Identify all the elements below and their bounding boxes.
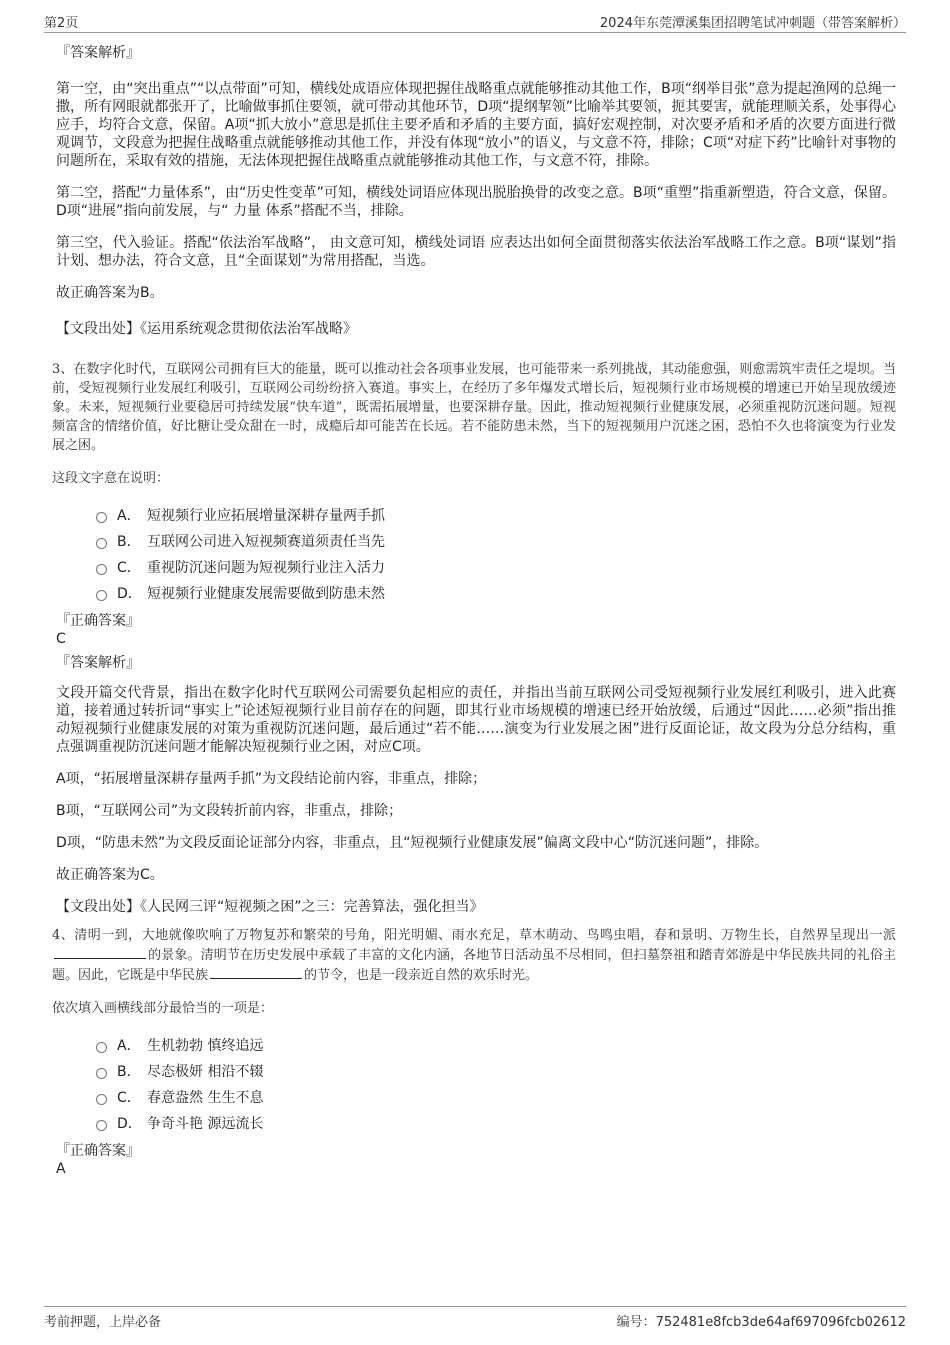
q2-analysis-p3: 第三空，代入验证。搭配“依法治军战略”， 由文意可知，横线处词语 应表达出如何全面贯彻落实依法治军战略工作之意。B项“谋划”指计划、想办法，符合文意，且“全面谋划”为常用搭配，当选。: [56, 235, 896, 269]
page-header: [44, 10, 906, 33]
q4-option-c[interactable]: C． 春意盎然 生生不息: [96, 1084, 896, 1110]
fill-blank-1: [54, 945, 146, 959]
radio-icon[interactable]: [96, 1094, 107, 1105]
q3-analysis-p4: D项，“防患未然”为文段反面论证部分内容，非重点，且“短视频行业健康发展”偏离文段中心“防沉迷问题”，排除。: [56, 835, 769, 851]
radio-icon[interactable]: [96, 590, 107, 601]
q3-stem: 3、在数字化时代，互联网公司拥有巨大的能量，既可以推动社会各项事业发展，也可能带来一系列挑战，其动能愈强，则愈需筑牢责任之堤坝。当前，受短视频行业发展红利吸引，互联网公司纷纷挤入赛道。事实上，在经历了多年爆发式增长后，短视频行业市场规模的增速已开始呈现放缓迹象。未来，短视频行业要稳居可持续发展“快车道”，既需拓展增量，也要深耕存量。因此，推动短视频行业健康发展，必须重视防沉迷问题。短视频富含的情绪价值，好比糖让受众甜在一时，成瘾后却可能苦在长远。若不能防患未然，当下的短视频用户沉迷之困，恐怕不久也将演变为行业发展之困。: [52, 362, 896, 453]
radio-icon[interactable]: [96, 564, 107, 575]
radio-icon[interactable]: [96, 538, 107, 549]
q3-conclusion: 故正确答案为C。: [56, 867, 164, 883]
document-body: [52, 44, 896, 1178]
fill-blank-2: [210, 965, 302, 979]
q3-question: 这段文字意在说明：: [52, 471, 170, 486]
q4-option-a[interactable]: A． 生机勃勃 慎终追远: [96, 1032, 896, 1058]
q3-option-c[interactable]: C． 重视防沉迷问题为短视频行业注入活力: [96, 554, 896, 580]
q4-option-d[interactable]: D． 争奇斗艳 源远流长: [96, 1110, 896, 1136]
q2-source: 【文段出处】《运用系统观念贯彻依法治军战略》: [56, 321, 357, 337]
document-title: 2024年东莞潭溪集团招聘笔试冲刺题（带答案解析）: [599, 16, 906, 31]
q4-answer: A: [56, 1161, 66, 1177]
radio-icon[interactable]: [96, 1068, 107, 1079]
document-id: 编号：752481e8fcb3de64af697096fcb02612: [616, 1315, 906, 1330]
radio-icon[interactable]: [96, 1042, 107, 1053]
radio-icon[interactable]: [96, 1120, 107, 1131]
q4-question: 依次填入画横线部分最恰当的一项是：: [52, 1001, 274, 1016]
q2-analysis-label: 『答案解析』: [56, 45, 140, 61]
q3-option-b[interactable]: B． 互联网公司进入短视频赛道须责任当先: [96, 528, 896, 554]
q3-answer: C: [56, 631, 66, 647]
radio-icon[interactable]: [96, 512, 107, 523]
q3-option-d[interactable]: D． 短视频行业健康发展需要做到防患未然: [96, 580, 896, 606]
q3-analysis-p1: 文段开篇交代背景，指出在数字化时代互联网公司需要负起相应的责任，并指出当前互联网公司受短视频行业发展红利吸引，进入此赛道，接着通过转折词“事实上”论述短视频行业目前存在的问题，即其行业市场规模的增速已经开始放缓，后通过“因此……必须”指出推动短视频行业健康发展的对策为重视防沉迷问题，最后通过“若不能……演变为行业发展之困”进行反面论证，故文段为分总分结构，重点强调重视防沉迷问题才能解决短视频行业之困，对应C项。: [56, 685, 896, 755]
q3-options: [96, 502, 896, 606]
q3-option-a[interactable]: A． 短视频行业应拓展增量深耕存量两手抓: [96, 502, 896, 528]
q3-analysis-label: 『答案解析』: [56, 655, 140, 671]
q4-stem: 4、清明一到，大地就像吹响了万物复苏和繁荣的号角，阳光明媚、雨水充足，草木萌动、鸟鸣虫唱，春和景明、万物生长，自然界呈现出一派的景象。清明节在历史发展中承载了丰富的文化内涵，各地节日活动虽不尽相同，但扫墓祭祖和踏青郊游是中华民族共同的礼俗主题。因此，它既是中华民族 的节令，也是一段亲近自然的欢乐时光。: [52, 928, 896, 983]
page-footer: [44, 1306, 906, 1330]
q3-source: 【文段出处】《人民网三评“短视频之困”之三：完善算法，强化担当》: [56, 899, 484, 915]
q2-conclusion: 故正确答案为B。: [56, 285, 164, 301]
page-number: 第2页: [44, 16, 79, 31]
q4-option-b[interactable]: B． 尽态极妍 相沿不辍: [96, 1058, 896, 1084]
footer-slogan: 考前押题，上岸必备: [44, 1315, 162, 1330]
q3-analysis-p2: A项，“拓展增量深耕存量两手抓”为文段结论前内容，非重点，排除；: [56, 771, 487, 787]
q2-analysis-p2: 第二空，搭配“力量体系”，由“历史性变革”可知，横线处词语应体现出脱胎换骨的改变之意。B项“重塑”指重新塑造，符合文意，保留。D项“进展”指向前发展，与“ 力量 体系”搭配不当，排除。: [56, 185, 896, 219]
q3-analysis-p3: B项，“互联网公司”为文段转折前内容，非重点，排除；: [56, 803, 403, 819]
q4-options: [96, 1032, 896, 1136]
q4-answer-label: 『正确答案』: [56, 1143, 140, 1159]
q2-analysis-p1: 第一空，由“突出重点”“以点带面”可知，横线处成语应体现把握住战略重点就能够推动其他工作，B项“纲举目张”意为提起渔网的总绳一撒，所有网眼就都张开了，比喻做事抓住要领，就可带动其他环节，D项“提纲挈领”比喻举其要领，扼其要害，就能理顺关系，处事得心应手，均符合文意，保留。A项“抓大放小”意思是抓住主要矛盾和矛盾的主要方面，搞好宏观控制，对次要矛盾和矛盾的次要方面进行微观调节，文段意为把握住战略重点就能够推动其他工作，并没有体现“放小”的语义，与文意不符，排除；C项“对症下药”比喻针对事物的问题所在，采取有效的措施，无法体现把握住战略重点就能够推动其他工作，与文意不符，排除。: [56, 81, 896, 169]
q3-answer-label: 『正确答案』: [56, 613, 140, 629]
